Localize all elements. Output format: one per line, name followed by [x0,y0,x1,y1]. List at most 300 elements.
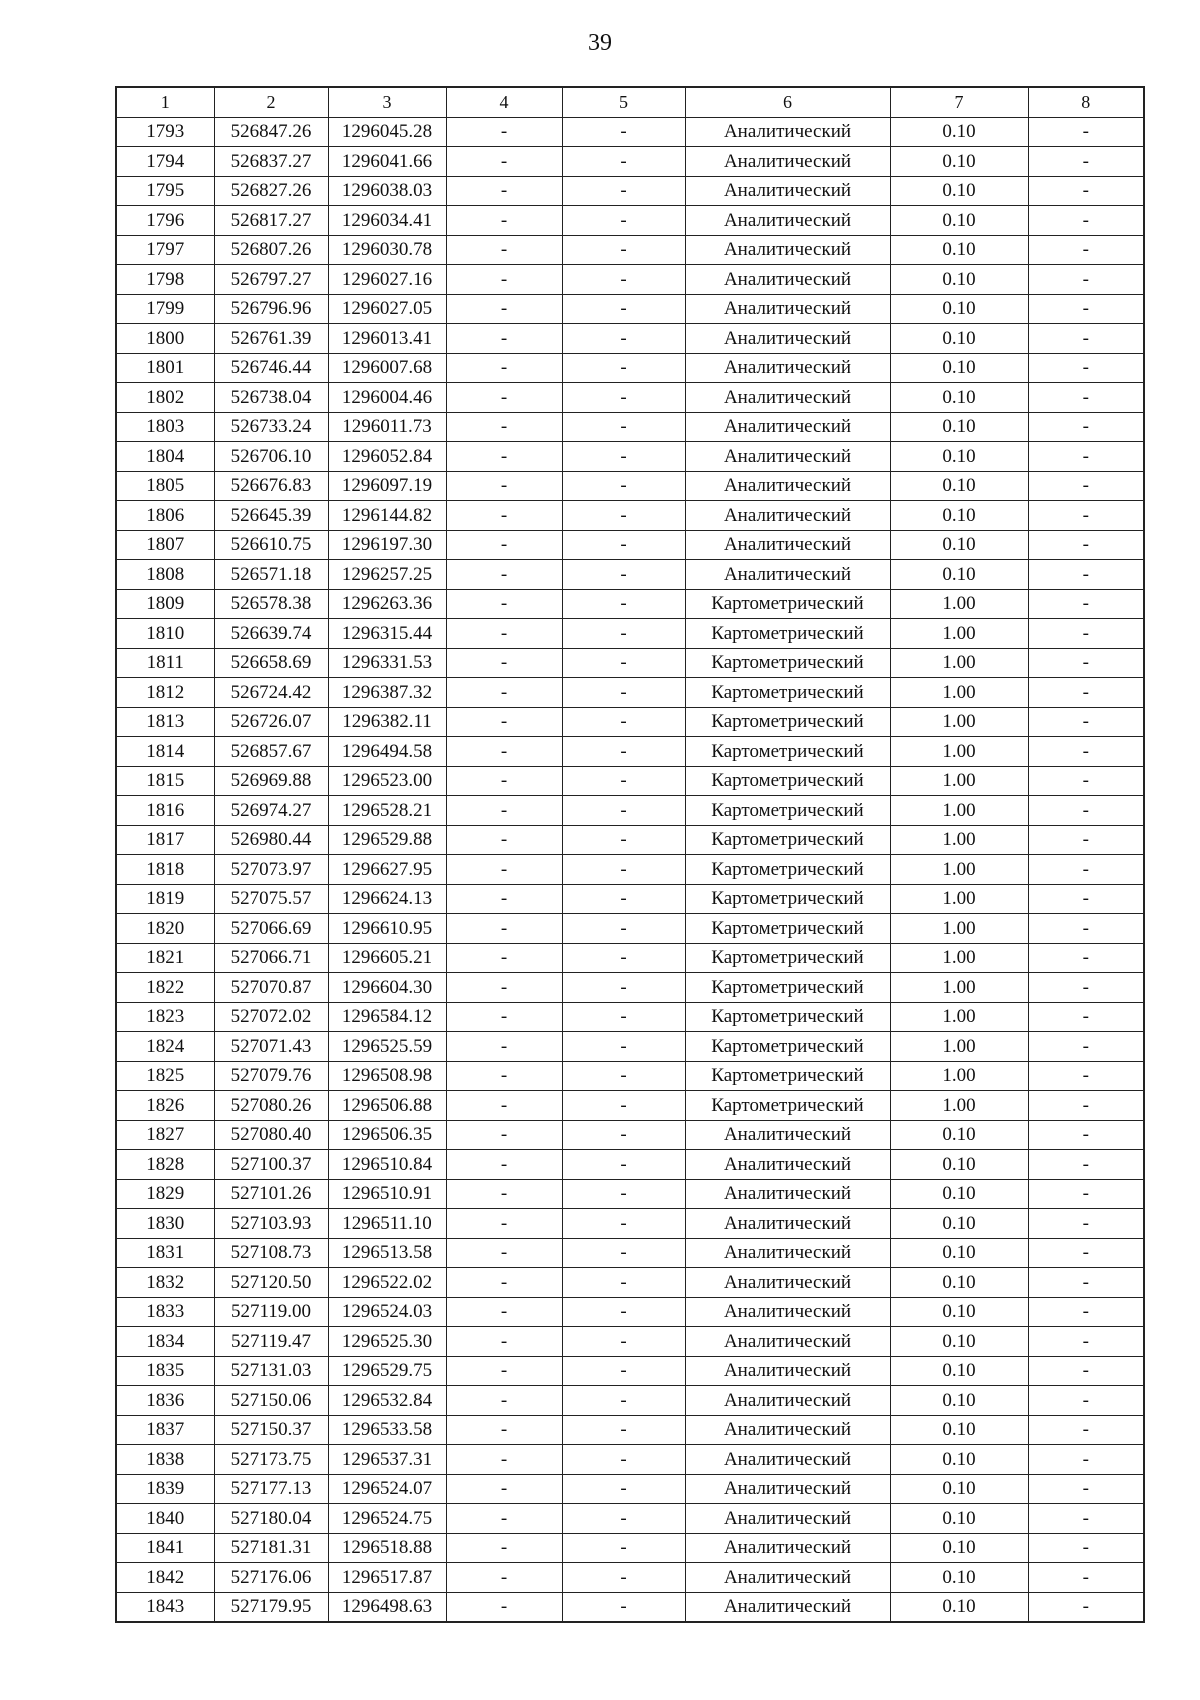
col-8-value: - [1028,412,1144,442]
point-number: 1834 [116,1327,214,1357]
col-8-value: - [1028,176,1144,206]
point-number: 1810 [116,619,214,649]
accuracy: 0.10 [890,442,1028,472]
method: Аналитический [685,530,890,560]
column-header-6: 6 [685,87,890,117]
col-5-value: - [562,589,685,619]
method: Аналитический [685,265,890,295]
col-8-value: - [1028,265,1144,295]
coordinate-x: 527066.71 [214,943,328,973]
point-number: 1800 [116,324,214,354]
col-5-value: - [562,117,685,147]
accuracy: 1.00 [890,796,1028,826]
table-row [116,1179,1144,1209]
col-5-value: - [562,1415,685,1445]
coordinate-y: 1296494.58 [328,737,446,767]
coordinate-y: 1296513.58 [328,1238,446,1268]
col-4-value: - [446,294,562,324]
page-number: 39 [588,30,612,56]
coordinate-y: 1296038.03 [328,176,446,206]
table-row [116,1356,1144,1386]
col-8-value: - [1028,147,1144,177]
col-4-value: - [446,383,562,413]
method: Аналитический [685,442,890,472]
col-4-value: - [446,1061,562,1091]
col-5-value: - [562,324,685,354]
coordinate-y: 1296525.30 [328,1327,446,1357]
point-number: 1805 [116,471,214,501]
coordinate-y: 1296382.11 [328,707,446,737]
method: Картометрический [685,855,890,885]
coordinate-y: 1296522.02 [328,1268,446,1298]
method: Картометрический [685,1091,890,1121]
col-4-value: - [446,766,562,796]
coordinate-y: 1296510.84 [328,1150,446,1180]
point-number: 1823 [116,1002,214,1032]
col-5-value: - [562,1091,685,1121]
table-row [116,707,1144,737]
col-4-value: - [446,973,562,1003]
col-5-value: - [562,235,685,265]
point-number: 1796 [116,206,214,236]
coordinate-x: 526969.88 [214,766,328,796]
accuracy: 1.00 [890,1032,1028,1062]
method: Картометрический [685,825,890,855]
col-4-value: - [446,1533,562,1563]
coordinate-y: 1296257.25 [328,560,446,590]
coordinate-x: 527100.37 [214,1150,328,1180]
col-5-value: - [562,1179,685,1209]
col-8-value: - [1028,943,1144,973]
method: Картометрический [685,648,890,678]
accuracy: 1.00 [890,707,1028,737]
table-row [116,117,1144,147]
accuracy: 0.10 [890,176,1028,206]
col-4-value: - [446,235,562,265]
point-number: 1797 [116,235,214,265]
col-5-value: - [562,884,685,914]
coordinate-x: 526817.27 [214,206,328,236]
table-row [116,884,1144,914]
coordinate-y: 1296518.88 [328,1533,446,1563]
col-4-value: - [446,1356,562,1386]
col-5-value: - [562,1209,685,1239]
table-row [116,825,1144,855]
col-5-value: - [562,1445,685,1475]
point-number: 1839 [116,1474,214,1504]
col-5-value: - [562,796,685,826]
point-number: 1830 [116,1209,214,1239]
method: Аналитический [685,1327,890,1357]
point-number: 1827 [116,1120,214,1150]
accuracy: 0.10 [890,353,1028,383]
table-row [116,560,1144,590]
method: Аналитический [685,1297,890,1327]
method: Аналитический [685,412,890,442]
col-8-value: - [1028,324,1144,354]
table-row [116,1474,1144,1504]
accuracy: 0.10 [890,1327,1028,1357]
coordinate-x: 526571.18 [214,560,328,590]
col-4-value: - [446,560,562,590]
col-4-value: - [446,1120,562,1150]
accuracy: 1.00 [890,678,1028,708]
col-5-value: - [562,1120,685,1150]
col-4-value: - [446,884,562,914]
accuracy: 0.10 [890,471,1028,501]
coordinate-y: 1296045.28 [328,117,446,147]
col-8-value: - [1028,235,1144,265]
accuracy: 1.00 [890,884,1028,914]
col-5-value: - [562,914,685,944]
table-row [116,294,1144,324]
column-header-5: 5 [562,87,685,117]
point-number: 1801 [116,353,214,383]
table-row [116,1032,1144,1062]
col-4-value: - [446,412,562,442]
col-8-value: - [1028,589,1144,619]
accuracy: 0.10 [890,1297,1028,1327]
point-number: 1840 [116,1504,214,1534]
col-4-value: - [446,1592,562,1622]
method: Аналитический [685,147,890,177]
coordinate-x: 527071.43 [214,1032,328,1062]
accuracy: 0.10 [890,1592,1028,1622]
table-row [116,648,1144,678]
col-5-value: - [562,707,685,737]
col-8-value: - [1028,1179,1144,1209]
coordinate-x: 526578.38 [214,589,328,619]
table-row [116,678,1144,708]
col-4-value: - [446,471,562,501]
col-4-value: - [446,530,562,560]
method: Аналитический [685,206,890,236]
coordinate-x: 527073.97 [214,855,328,885]
col-4-value: - [446,589,562,619]
col-5-value: - [562,648,685,678]
col-5-value: - [562,265,685,295]
col-5-value: - [562,471,685,501]
method: Аналитический [685,471,890,501]
table-row [116,530,1144,560]
col-5-value: - [562,855,685,885]
col-8-value: - [1028,501,1144,531]
col-8-value: - [1028,1504,1144,1534]
accuracy: 0.10 [890,560,1028,590]
coordinate-y: 1296498.63 [328,1592,446,1622]
col-8-value: - [1028,648,1144,678]
method: Аналитический [685,1356,890,1386]
table-row [116,943,1144,973]
point-number: 1838 [116,1445,214,1475]
coordinate-x: 526797.27 [214,265,328,295]
col-8-value: - [1028,206,1144,236]
table-row [116,1386,1144,1416]
method: Картометрический [685,1032,890,1062]
coordinate-y: 1296529.75 [328,1356,446,1386]
table-row [116,619,1144,649]
accuracy: 0.10 [890,1415,1028,1445]
method: Аналитический [685,1445,890,1475]
accuracy: 0.10 [890,294,1028,324]
table-row [116,412,1144,442]
coordinate-y: 1296011.73 [328,412,446,442]
table-row [116,737,1144,767]
table-row [116,855,1144,885]
coordinates-table [115,86,1145,1623]
coordinate-x: 527119.47 [214,1327,328,1357]
coordinate-x: 526796.96 [214,294,328,324]
coordinate-x: 527080.40 [214,1120,328,1150]
method: Картометрический [685,884,890,914]
table-row [116,442,1144,472]
col-8-value: - [1028,294,1144,324]
coordinate-x: 526837.27 [214,147,328,177]
col-4-value: - [446,737,562,767]
accuracy: 0.10 [890,1150,1028,1180]
col-5-value: - [562,678,685,708]
col-8-value: - [1028,1091,1144,1121]
coordinate-y: 1296525.59 [328,1032,446,1062]
coordinate-x: 527101.26 [214,1179,328,1209]
accuracy: 1.00 [890,825,1028,855]
coordinate-y: 1296511.10 [328,1209,446,1239]
coordinate-y: 1296604.30 [328,973,446,1003]
col-4-value: - [446,1179,562,1209]
method: Аналитический [685,176,890,206]
col-5-value: - [562,1504,685,1534]
point-number: 1809 [116,589,214,619]
col-5-value: - [562,412,685,442]
col-8-value: - [1028,1563,1144,1593]
coordinate-x: 527108.73 [214,1238,328,1268]
coordinate-x: 526847.26 [214,117,328,147]
coordinate-x: 526639.74 [214,619,328,649]
method: Картометрический [685,914,890,944]
coordinate-x: 526645.39 [214,501,328,531]
coordinate-x: 526733.24 [214,412,328,442]
table-row [116,147,1144,177]
col-5-value: - [562,176,685,206]
coordinate-x: 526807.26 [214,235,328,265]
col-8-value: - [1028,560,1144,590]
accuracy: 0.10 [890,1445,1028,1475]
col-8-value: - [1028,1061,1144,1091]
method: Аналитический [685,324,890,354]
col-4-value: - [446,678,562,708]
coordinate-x: 526610.75 [214,530,328,560]
col-4-value: - [446,265,562,295]
table-row [116,1297,1144,1327]
method: Аналитический [685,1120,890,1150]
col-4-value: - [446,1238,562,1268]
point-number: 1816 [116,796,214,826]
accuracy: 1.00 [890,589,1028,619]
accuracy: 0.10 [890,265,1028,295]
table-row [116,796,1144,826]
method: Аналитический [685,353,890,383]
coordinate-y: 1296263.36 [328,589,446,619]
col-5-value: - [562,353,685,383]
accuracy: 1.00 [890,1002,1028,1032]
point-number: 1807 [116,530,214,560]
col-8-value: - [1028,1474,1144,1504]
accuracy: 0.10 [890,383,1028,413]
table-row [116,206,1144,236]
col-5-value: - [562,1268,685,1298]
point-number: 1817 [116,825,214,855]
coordinate-y: 1296529.88 [328,825,446,855]
col-5-value: - [562,1032,685,1062]
point-number: 1837 [116,1415,214,1445]
col-8-value: - [1028,766,1144,796]
col-5-value: - [562,206,685,236]
table-row [116,1445,1144,1475]
col-4-value: - [446,1297,562,1327]
col-4-value: - [446,1504,562,1534]
column-header-3: 3 [328,87,446,117]
coordinate-y: 1296013.41 [328,324,446,354]
coordinate-x: 527131.03 [214,1356,328,1386]
method: Аналитический [685,1563,890,1593]
coordinate-y: 1296007.68 [328,353,446,383]
accuracy: 0.10 [890,412,1028,442]
point-number: 1829 [116,1179,214,1209]
coordinate-y: 1296584.12 [328,1002,446,1032]
col-8-value: - [1028,1327,1144,1357]
coordinate-y: 1296030.78 [328,235,446,265]
coordinate-y: 1296041.66 [328,147,446,177]
point-number: 1832 [116,1268,214,1298]
col-4-value: - [446,707,562,737]
col-8-value: - [1028,737,1144,767]
col-4-value: - [446,1327,562,1357]
table-body [116,117,1144,1622]
table-row [116,324,1144,354]
method: Аналитический [685,383,890,413]
coordinate-y: 1296510.91 [328,1179,446,1209]
accuracy: 0.10 [890,1356,1028,1386]
coordinate-y: 1296517.87 [328,1563,446,1593]
col-4-value: - [446,442,562,472]
point-number: 1815 [116,766,214,796]
table-row [116,766,1144,796]
col-5-value: - [562,1533,685,1563]
accuracy: 0.10 [890,1386,1028,1416]
coordinate-y: 1296034.41 [328,206,446,236]
accuracy: 0.10 [890,501,1028,531]
coordinate-x: 526724.42 [214,678,328,708]
accuracy: 0.10 [890,324,1028,354]
coordinate-y: 1296315.44 [328,619,446,649]
coordinate-y: 1296627.95 [328,855,446,885]
accuracy: 0.10 [890,1504,1028,1534]
coordinate-y: 1296524.03 [328,1297,446,1327]
coordinate-y: 1296528.21 [328,796,446,826]
coordinate-y: 1296144.82 [328,501,446,531]
table-row [116,265,1144,295]
coordinate-y: 1296027.16 [328,265,446,295]
col-8-value: - [1028,796,1144,826]
accuracy: 1.00 [890,943,1028,973]
table-row [116,1061,1144,1091]
point-number: 1804 [116,442,214,472]
point-number: 1813 [116,707,214,737]
coordinate-y: 1296052.84 [328,442,446,472]
coordinate-y: 1296610.95 [328,914,446,944]
column-header-7: 7 [890,87,1028,117]
col-5-value: - [562,501,685,531]
col-8-value: - [1028,1297,1144,1327]
col-8-value: - [1028,1002,1144,1032]
point-number: 1828 [116,1150,214,1180]
col-4-value: - [446,1002,562,1032]
col-5-value: - [562,1327,685,1357]
point-number: 1793 [116,117,214,147]
col-5-value: - [562,383,685,413]
header-row [116,87,1144,117]
col-8-value: - [1028,1032,1144,1062]
col-5-value: - [562,737,685,767]
col-4-value: - [446,206,562,236]
col-8-value: - [1028,1209,1144,1239]
table-row [116,176,1144,206]
col-5-value: - [562,1474,685,1504]
accuracy: 1.00 [890,648,1028,678]
point-number: 1842 [116,1563,214,1593]
coordinate-y: 1296097.19 [328,471,446,501]
coordinate-x: 527173.75 [214,1445,328,1475]
coordinate-y: 1296197.30 [328,530,446,560]
col-5-value: - [562,619,685,649]
coordinate-y: 1296524.07 [328,1474,446,1504]
col-5-value: - [562,1356,685,1386]
point-number: 1802 [116,383,214,413]
col-8-value: - [1028,1445,1144,1475]
coordinate-y: 1296331.53 [328,648,446,678]
method: Картометрический [685,766,890,796]
method: Картометрический [685,1061,890,1091]
table-row [116,1238,1144,1268]
col-4-value: - [446,825,562,855]
coordinate-x: 526658.69 [214,648,328,678]
accuracy: 0.10 [890,147,1028,177]
col-5-value: - [562,147,685,177]
col-8-value: - [1028,973,1144,1003]
accuracy: 0.10 [890,1533,1028,1563]
table-row [116,1415,1144,1445]
method: Аналитический [685,235,890,265]
point-number: 1795 [116,176,214,206]
point-number: 1811 [116,648,214,678]
coordinate-x: 527080.26 [214,1091,328,1121]
point-number: 1808 [116,560,214,590]
col-4-value: - [446,1091,562,1121]
coordinate-x: 526857.67 [214,737,328,767]
col-4-value: - [446,1563,562,1593]
table-row [116,383,1144,413]
point-number: 1794 [116,147,214,177]
column-header-4: 4 [446,87,562,117]
accuracy: 0.10 [890,1268,1028,1298]
method: Картометрический [685,973,890,1003]
col-5-value: - [562,973,685,1003]
coordinate-x: 526726.07 [214,707,328,737]
column-header-8: 8 [1028,87,1144,117]
table-row [116,471,1144,501]
coordinate-x: 527150.06 [214,1386,328,1416]
col-4-value: - [446,796,562,826]
